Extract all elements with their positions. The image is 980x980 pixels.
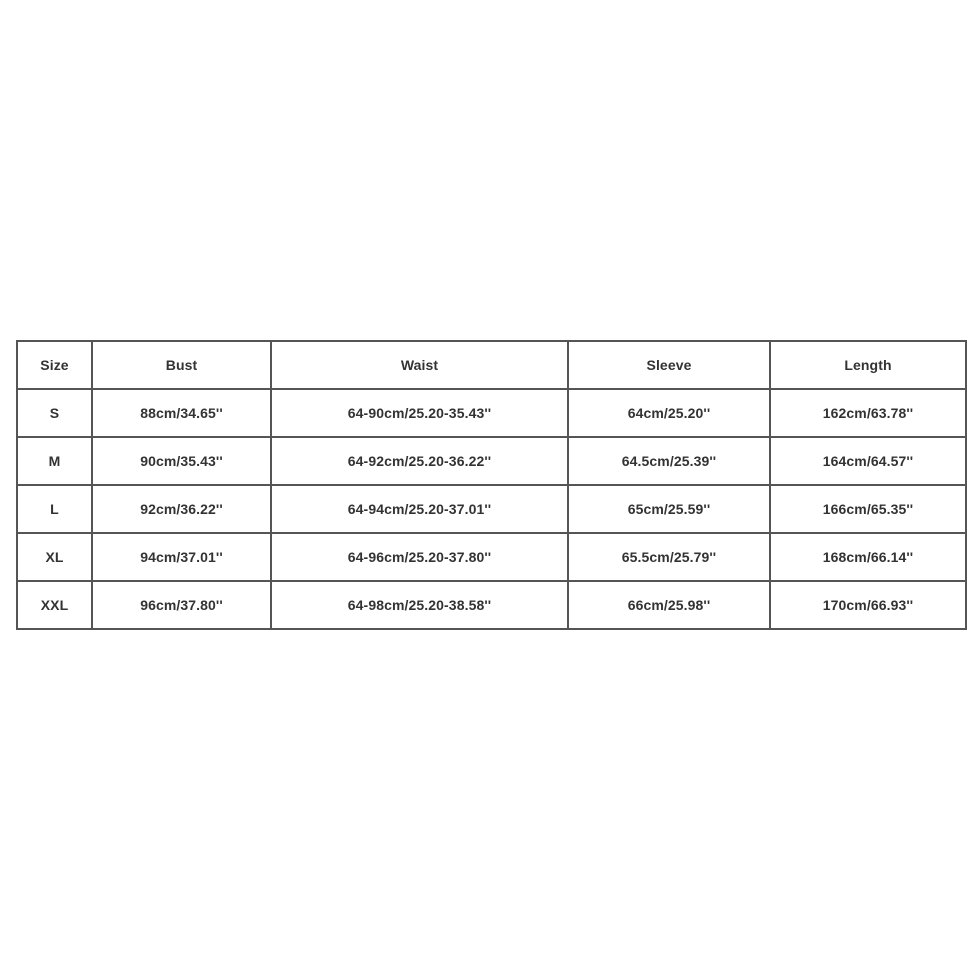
table-row	[17, 485, 966, 533]
cell-length: 170cm/66.93''	[770, 581, 966, 629]
cell-sleeve: 65.5cm/25.79''	[568, 533, 770, 581]
cell-sleeve: 64cm/25.20''	[568, 389, 770, 437]
cell-bust: 96cm/37.80''	[92, 581, 271, 629]
cell-sleeve: 64.5cm/25.39''	[568, 437, 770, 485]
cell-bust: 88cm/34.65''	[92, 389, 271, 437]
cell-size: L	[17, 485, 92, 533]
cell-sleeve: 65cm/25.59''	[568, 485, 770, 533]
cell-bust: 92cm/36.22''	[92, 485, 271, 533]
size-chart-table	[16, 340, 967, 630]
cell-length: 168cm/66.14''	[770, 533, 966, 581]
cell-bust: 94cm/37.01''	[92, 533, 271, 581]
cell-size: S	[17, 389, 92, 437]
header-sleeve: Sleeve	[568, 341, 770, 389]
header-bust: Bust	[92, 341, 271, 389]
cell-bust: 90cm/35.43''	[92, 437, 271, 485]
cell-length: 162cm/63.78''	[770, 389, 966, 437]
cell-waist: 64-96cm/25.20-37.80''	[271, 533, 568, 581]
header-length: Length	[770, 341, 966, 389]
cell-size: XXL	[17, 581, 92, 629]
table-row	[17, 581, 966, 629]
table-row	[17, 437, 966, 485]
table-row	[17, 533, 966, 581]
cell-sleeve: 66cm/25.98''	[568, 581, 770, 629]
cell-length: 166cm/65.35''	[770, 485, 966, 533]
cell-size: M	[17, 437, 92, 485]
cell-size: XL	[17, 533, 92, 581]
header-waist: Waist	[271, 341, 568, 389]
cell-length: 164cm/64.57''	[770, 437, 966, 485]
header-size: Size	[17, 341, 92, 389]
cell-waist: 64-92cm/25.20-36.22''	[271, 437, 568, 485]
table-header-row	[17, 341, 966, 389]
table-row	[17, 389, 966, 437]
cell-waist: 64-94cm/25.20-37.01''	[271, 485, 568, 533]
cell-waist: 64-90cm/25.20-35.43''	[271, 389, 568, 437]
cell-waist: 64-98cm/25.20-38.58''	[271, 581, 568, 629]
